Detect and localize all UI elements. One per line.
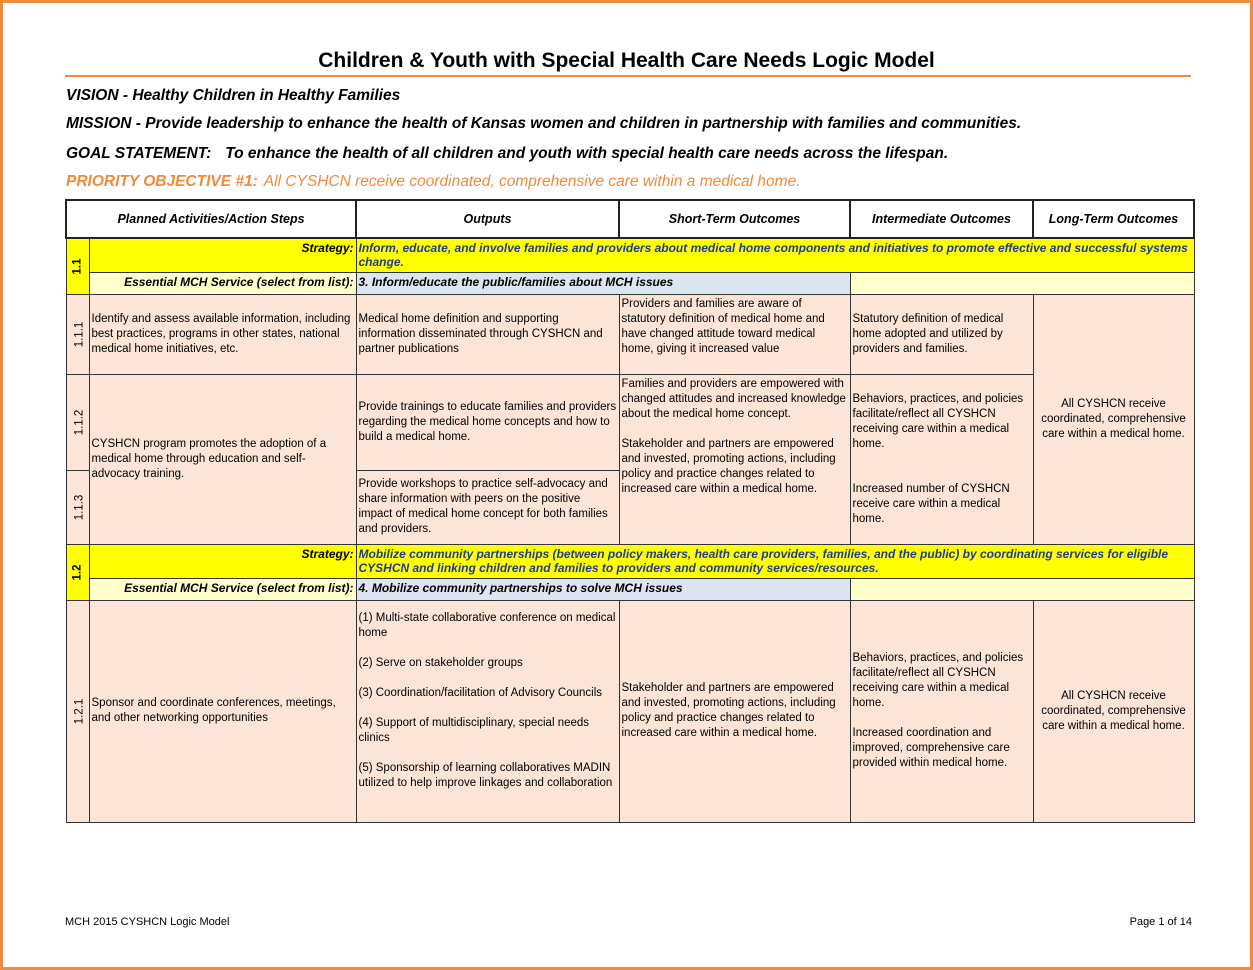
output-item: (4) Support of multidisciplinary, special needs clinics [358,716,590,744]
strategy-text: Inform, educate, and involve families and providers about medical home components and initiatives to promote effective and successful systems change. [356,238,1194,272]
table-row [66,600,1194,822]
intermediate-item: Increased coordination and improved, comprehensive care provided within medical home. [852,727,1010,769]
strategy-number: 1.2 [66,544,89,600]
strategy-row [66,238,1194,272]
intermediate-cell: Statutory definition of medical home adopted and utilized by providers and families. [850,294,1033,374]
essential-service-value: 3. Inform/educate the public/families about MCH issues [356,272,850,294]
output-item: (1) Multi-state collaborative conference on medical home [358,611,616,639]
table-row [66,294,1194,374]
footer-page-number: Page 1 of 14 [1129,916,1192,928]
activity-cell: Identify and assess available information, including best practices, programs in other states, national medical home initiatives, etc. [89,294,356,374]
intermediate-cell [850,374,1033,544]
vision-statement: VISION - Healthy Children in Healthy Families [66,87,401,104]
footer-document-name: MCH 2015 CYSHCN Logic Model [65,916,230,928]
header-activities: Planned Activities/Action Steps [66,200,356,238]
priority-objective [66,173,801,191]
header-intermediate: Intermediate Outcomes [850,200,1033,238]
row-number: 1.1.1 [66,294,89,374]
output-cell [356,600,619,822]
output-cell: Provide trainings to educate families and providers regarding the medical home concepts and how to build a medical home. [356,374,619,470]
logic-model-table [65,199,1195,823]
long-term-cell: All CYSHCN receive coordinated, comprehensive care within a medical home. [1033,294,1194,544]
table-header-row [66,200,1194,238]
essential-service-row [66,272,1194,294]
priority-label: PRIORITY OBJECTIVE #1: [66,173,258,190]
table-row [66,374,1194,470]
strategy-row [66,544,1194,578]
mission-statement: MISSION - Provide leadership to enhance the health of Kansas women and children in partnership with families and communities. [66,115,1022,132]
activity-cell: CYSHCN program promotes the adoption of a medical home through education and self-advocacy training. [89,374,356,544]
short-term-item: Families and providers are empowered with changed attitudes and increased knowledge about the medical home concept. [621,377,846,420]
essential-service-value: 4. Mobilize community partnerships to solve MCH issues [356,578,850,600]
goal-statement [66,145,948,163]
essential-service-label: Essential MCH Service (select from list): [89,578,356,600]
long-term-cell: All CYSHCN receive coordinated, comprehensive care within a medical home. [1033,600,1194,822]
document-title: Children & Youth with Special Health Care Needs Logic Model [318,49,935,72]
strategy-number: 1.1 [66,238,89,294]
goal-label: GOAL STATEMENT: [66,145,212,162]
output-cell: Provide workshops to practice self-advocacy and share information with peers on the positive impact of medical home concept for both families and providers. [356,470,619,544]
output-item: (5) Sponsorship of learning collaboratives MADIN utilized to help improve linkages and collaboration [358,761,613,789]
goal-text: To enhance the health of all children and youth with special health care needs across the lifespan. [225,145,949,162]
row-number: 1.1.2 [66,374,89,470]
title-divider [65,75,1191,77]
strategy-label: Strategy: [89,544,356,578]
essential-service-blank [850,578,1194,600]
output-item: (2) Serve on stakeholder groups [358,656,523,669]
output-item: (3) Coordination/facilitation of Advisory Councils [358,686,603,699]
intermediate-item: Increased number of CYSHCN receive care within a medical home. [852,482,1010,525]
header-short-term: Short-Term Outcomes [619,200,850,238]
strategy-text: Mobilize community partnerships (between policy makers, health care providers, families, and the public) by coordinating services for eligible CYSHCN and linking children and families to providers and community services/resources. [356,544,1194,578]
activity-cell: Sponsor and coordinate conferences, meetings, and other networking opportunities [89,600,356,822]
essential-service-blank [850,272,1194,294]
row-number: 1.1.3 [66,470,89,544]
intermediate-cell [850,600,1033,822]
short-term-item: Stakeholder and partners are empowered and invested, promoting actions, including policy and practice changes related to increased care within a medical home. [621,437,836,495]
essential-service-label: Essential MCH Service (select from list): [89,272,356,294]
header-outputs: Outputs [356,200,619,238]
essential-service-row [66,578,1194,600]
output-cell: Medical home definition and supporting information disseminated through CYSHCN and partner publications [356,294,619,374]
short-term-cell: Stakeholder and partners are empowered and invested, promoting actions, including policy and practice changes related to increased care within a medical home. [619,600,850,822]
intermediate-item: Behaviors, practices, and policies facilitate/reflect all CYSHCN receiving care within a medical home. [852,652,1024,709]
short-term-cell: Providers and families are aware of statutory definition of medical home and have changed attitude toward medical home, giving it increased value [619,294,850,374]
priority-text: All CYSHCN receive coordinated, comprehensive care within a medical home. [263,173,801,190]
short-term-cell [619,374,850,544]
row-number: 1.2.1 [66,600,89,822]
intermediate-item: Behaviors, practices, and policies facilitate/reflect all CYSHCN receiving care within a medical home. [852,392,1024,450]
strategy-label: Strategy: [89,238,356,272]
header-long-term: Long-Term Outcomes [1033,200,1194,238]
